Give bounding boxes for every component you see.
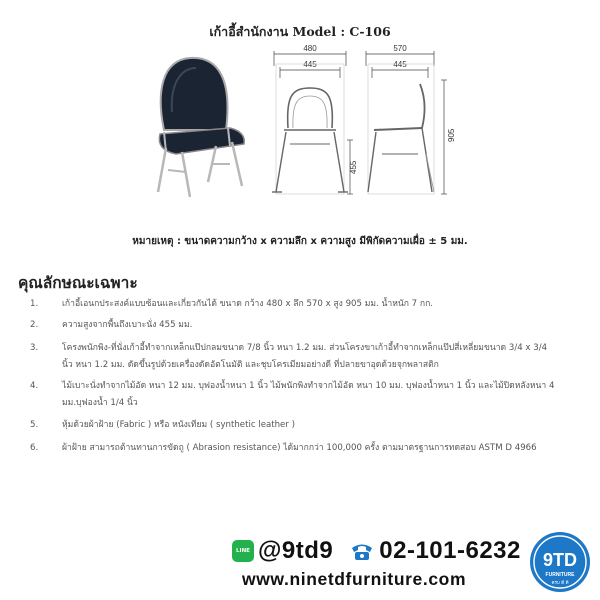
spec-text: ความสูงจากพื้นถึงเบาะนั่ง 455 มม. (62, 320, 193, 330)
line-app-icon: LINE (232, 540, 254, 562)
dim-total-height: 905 (447, 128, 456, 142)
tolerance-note: หมายเหตุ : ขนาดความกว้าง x ความลึก x ความสูง มีพิกัดความเผื่อ ± 5 มม. (132, 236, 468, 247)
logo-text: 9TD (542, 550, 578, 570)
spec-text: เก้าอี้เอนกประสงค์แบบซ้อนและเกี่ยวกันได้ ขนาด กว้าง 480 x ลึก 570 x สูง 905 มม. น้ำหนัก 7 กก. (62, 299, 434, 309)
spec-item-2 (30, 317, 560, 334)
website-link[interactable]: www.ninetdfurniture.com (242, 569, 467, 589)
dimension-drawing (262, 44, 462, 212)
phone-icon (349, 540, 375, 562)
dim-seat-height: 455 (349, 160, 358, 174)
contact-row (232, 536, 521, 566)
spec-number: 3. (30, 343, 39, 353)
spec-number: 4. (30, 381, 39, 391)
spec-number: 1. (30, 299, 39, 309)
spec-text: ไม้เบาะนั่งทำจากไม้อัด หนา 12 มม. บุฟองน้ำหนา 1 นิ้ว ไม้พนักพิงทำจากไม้อัด หนา 10 มม. บุฟองน้ำหนา 1 นิ้ว และไม้ปิดหลังหนา 4 มม.บุฟองน้ำ 1/4 นิ้ว (62, 381, 555, 408)
dim-depth-inner: 445 (393, 60, 407, 69)
spec-item-6 (30, 440, 560, 457)
brand-logo (528, 530, 592, 594)
spec-item-5 (30, 417, 560, 434)
phone-number[interactable]: 02-101-6232 (379, 537, 521, 564)
spec-number: 5. (30, 420, 39, 430)
spec-text: หุ้มด้วยผ้าฝ้าย (Fabric ) หรือ หนังเทียม ( synthetic leather ) (62, 420, 295, 430)
line-id[interactable]: @9td9 (258, 537, 334, 564)
spec-number: 2. (30, 320, 39, 330)
spec-text: โครงพนักพิง-ที่นั่งเก้าอี้ทำจากเหล็กแป๊ปกลมขนาด 7/8 นิ้ว หนา 1.2 มม. ส่วนโครงขาเก้าอี้ทำจากเหล็กแป๊ปสี่เหลี่ยมขนาด 3/4 x 3/4 นิ้ว หนา 1.2 มม. ดัดขึ้นรูปด้วยเครื่องดัดอัตโนมัติ และชุบโครเมียมอย่างดี ที่ปลายขาอุดด้วยจุกพลาสติก (62, 343, 548, 370)
chair-photo (146, 52, 258, 200)
spec-item-4 (30, 378, 560, 412)
spec-number: 6. (30, 443, 39, 453)
specs-title: คุณลักษณะเฉพาะ (18, 274, 138, 292)
spec-text: ผ้าฝ้าย สามารถต้านทานการขัดถู ( Abrasion resistance) ได้มากกว่า 100,000 ครั้ง ตามมาตรฐานการทดสอบ ASTM D 4966 (62, 443, 537, 453)
spec-item-1 (30, 296, 560, 313)
logo-tagline: ครบ ดี ดี (551, 581, 569, 586)
dim-depth-outer: 570 (393, 44, 407, 53)
spec-item-3 (30, 340, 560, 374)
page-title: เก้าอี้สำนักงาน Model : C-106 (209, 24, 391, 39)
dim-width-inner: 445 (303, 60, 317, 69)
dim-width-outer: 480 (303, 44, 317, 53)
logo-subtext: FURNITURE (545, 572, 575, 578)
